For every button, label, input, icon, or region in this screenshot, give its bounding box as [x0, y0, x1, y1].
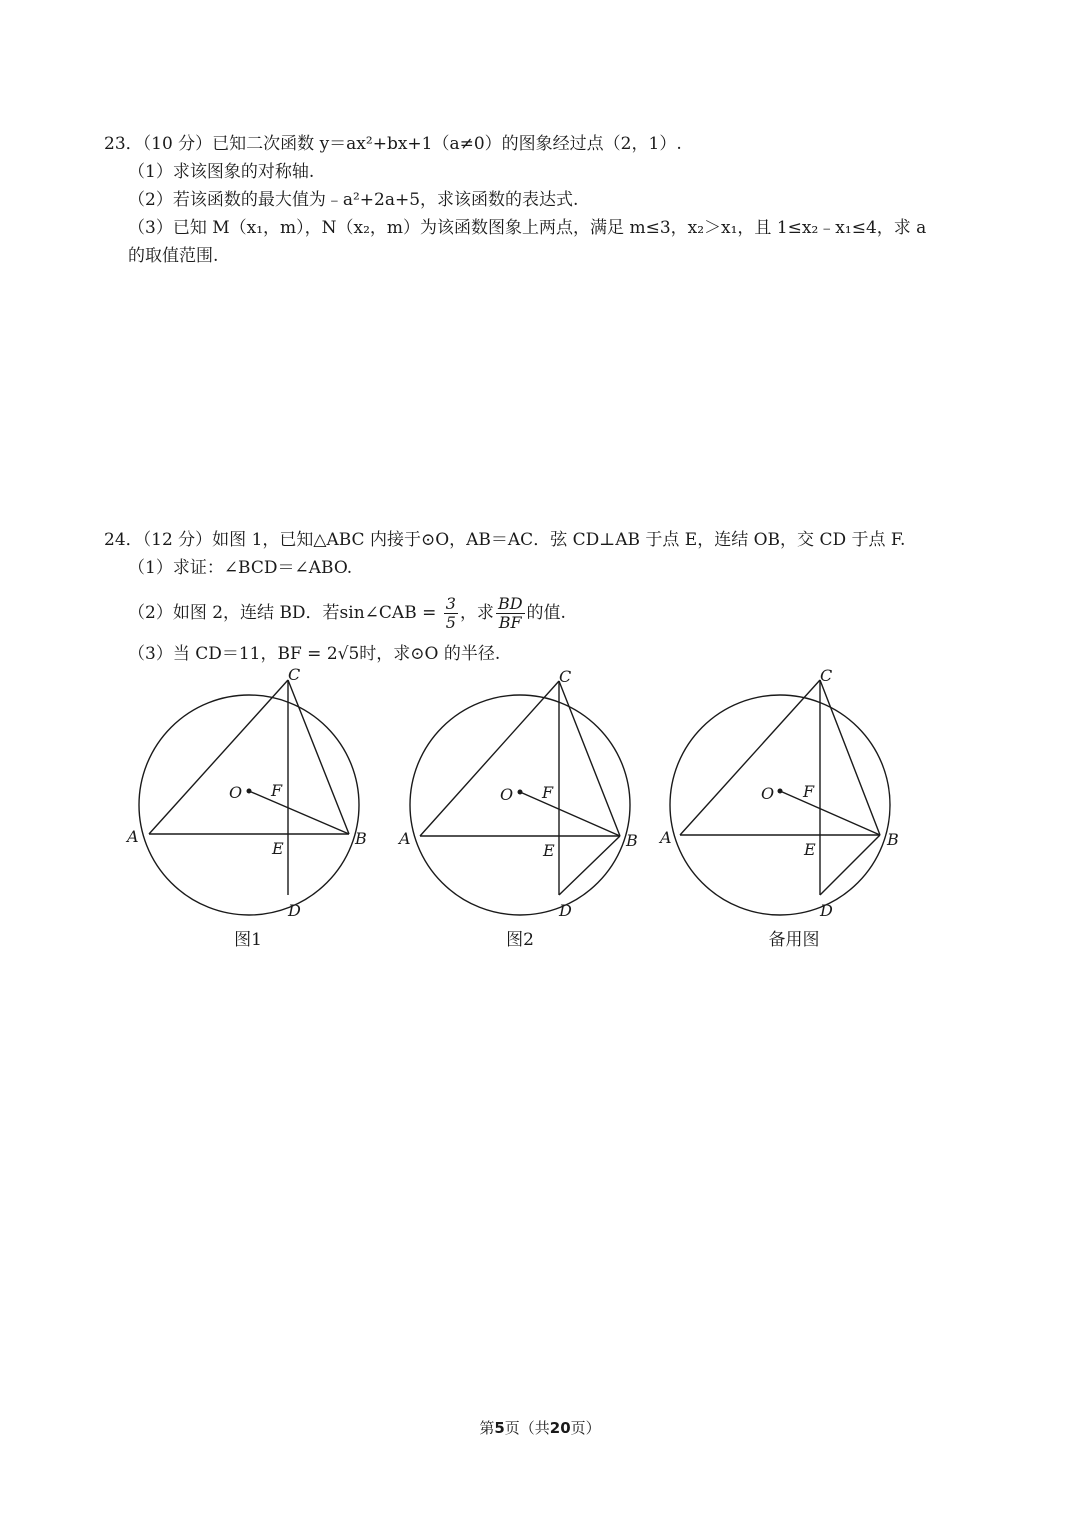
- label-f: F: [271, 781, 283, 800]
- bd-bf-fraction-den: BF: [498, 613, 522, 632]
- label-b: B: [355, 829, 367, 848]
- figure-spare-caption: 备用图: [768, 930, 820, 950]
- q24-stem: 24．（12 分）如图 1，已知△ABC 内接于⊙O，AB＝AC．弦 CD⊥AB 于点 E，连结 OB，交 CD 于点 F.: [104, 530, 906, 550]
- page-footer: [0, 1417, 1080, 1438]
- label-c: C: [559, 667, 572, 686]
- footer-total: 20: [549, 1419, 571, 1437]
- sin-fraction-num: 3: [445, 594, 456, 613]
- footer-mid: 页（共: [504, 1419, 550, 1437]
- bd-bf-fraction: [496, 595, 525, 632]
- label-c: C: [288, 665, 301, 684]
- figure-2-caption: 图2: [506, 930, 534, 950]
- label-d: D: [559, 901, 572, 920]
- label-a: A: [127, 827, 139, 846]
- q24-part2-mid: ，求: [459, 603, 494, 623]
- sin-fraction: [444, 595, 458, 632]
- label-e: E: [804, 840, 816, 859]
- label-f: F: [803, 782, 815, 801]
- figure-2: [400, 660, 640, 930]
- q23-stem: 23．（10 分）已知二次函数 y＝ax²+bx+1（a≠0）的图象经过点（2，1）.: [104, 134, 682, 154]
- figure-1: [128, 660, 368, 930]
- bd-bf-fraction-num: BD: [497, 594, 523, 613]
- sin-fraction-den: 5: [445, 613, 456, 632]
- q23-part3-cont: 的取值范围.: [128, 246, 219, 266]
- label-e: E: [543, 841, 555, 860]
- figure-1-diagram: [128, 660, 368, 930]
- q23-part1: （1）求该图象的对称轴.: [128, 162, 315, 182]
- label-d: D: [288, 901, 301, 920]
- q23-part3: （3）已知 M（x₁，m），N（x₂，m）为该函数图象上两点，满足 m≤3，x₂＞x₁，且 1≤x₂﹣x₁≤4，求 a: [128, 218, 927, 238]
- footer-post: 页）: [570, 1419, 601, 1437]
- q24-part1: （1）求证：∠BCD＝∠ABO.: [128, 558, 353, 578]
- q23-part2: （2）若该函数的最大值为﹣a²+2a+5，求该函数的表达式.: [128, 190, 579, 210]
- label-o: O: [761, 784, 775, 803]
- q24-part3: （3）当 CD＝11，BF = 2√5时，求⊙O 的半径.: [128, 644, 501, 664]
- footer-pre: 第: [479, 1419, 495, 1437]
- figure-2-diagram: [400, 660, 640, 930]
- label-e: E: [272, 839, 284, 858]
- label-a: A: [399, 829, 411, 848]
- figure-spare: [660, 660, 900, 930]
- q24-part2: [128, 595, 566, 632]
- label-a: A: [660, 828, 672, 847]
- q24-part2-post: 的值.: [526, 603, 566, 623]
- figure-1-caption: 图1: [234, 930, 262, 950]
- label-c: C: [820, 666, 833, 685]
- figure-spare-diagram: [660, 660, 900, 930]
- label-o: O: [229, 783, 243, 802]
- label-d: D: [820, 901, 833, 920]
- label-f: F: [542, 783, 554, 802]
- q24-part2-pre: （2）如图 2，连结 BD．若sin∠CAB =: [128, 603, 437, 623]
- footer-page: 5: [494, 1419, 505, 1437]
- label-b: B: [887, 830, 899, 849]
- label-b: B: [626, 831, 638, 850]
- label-o: O: [500, 785, 514, 804]
